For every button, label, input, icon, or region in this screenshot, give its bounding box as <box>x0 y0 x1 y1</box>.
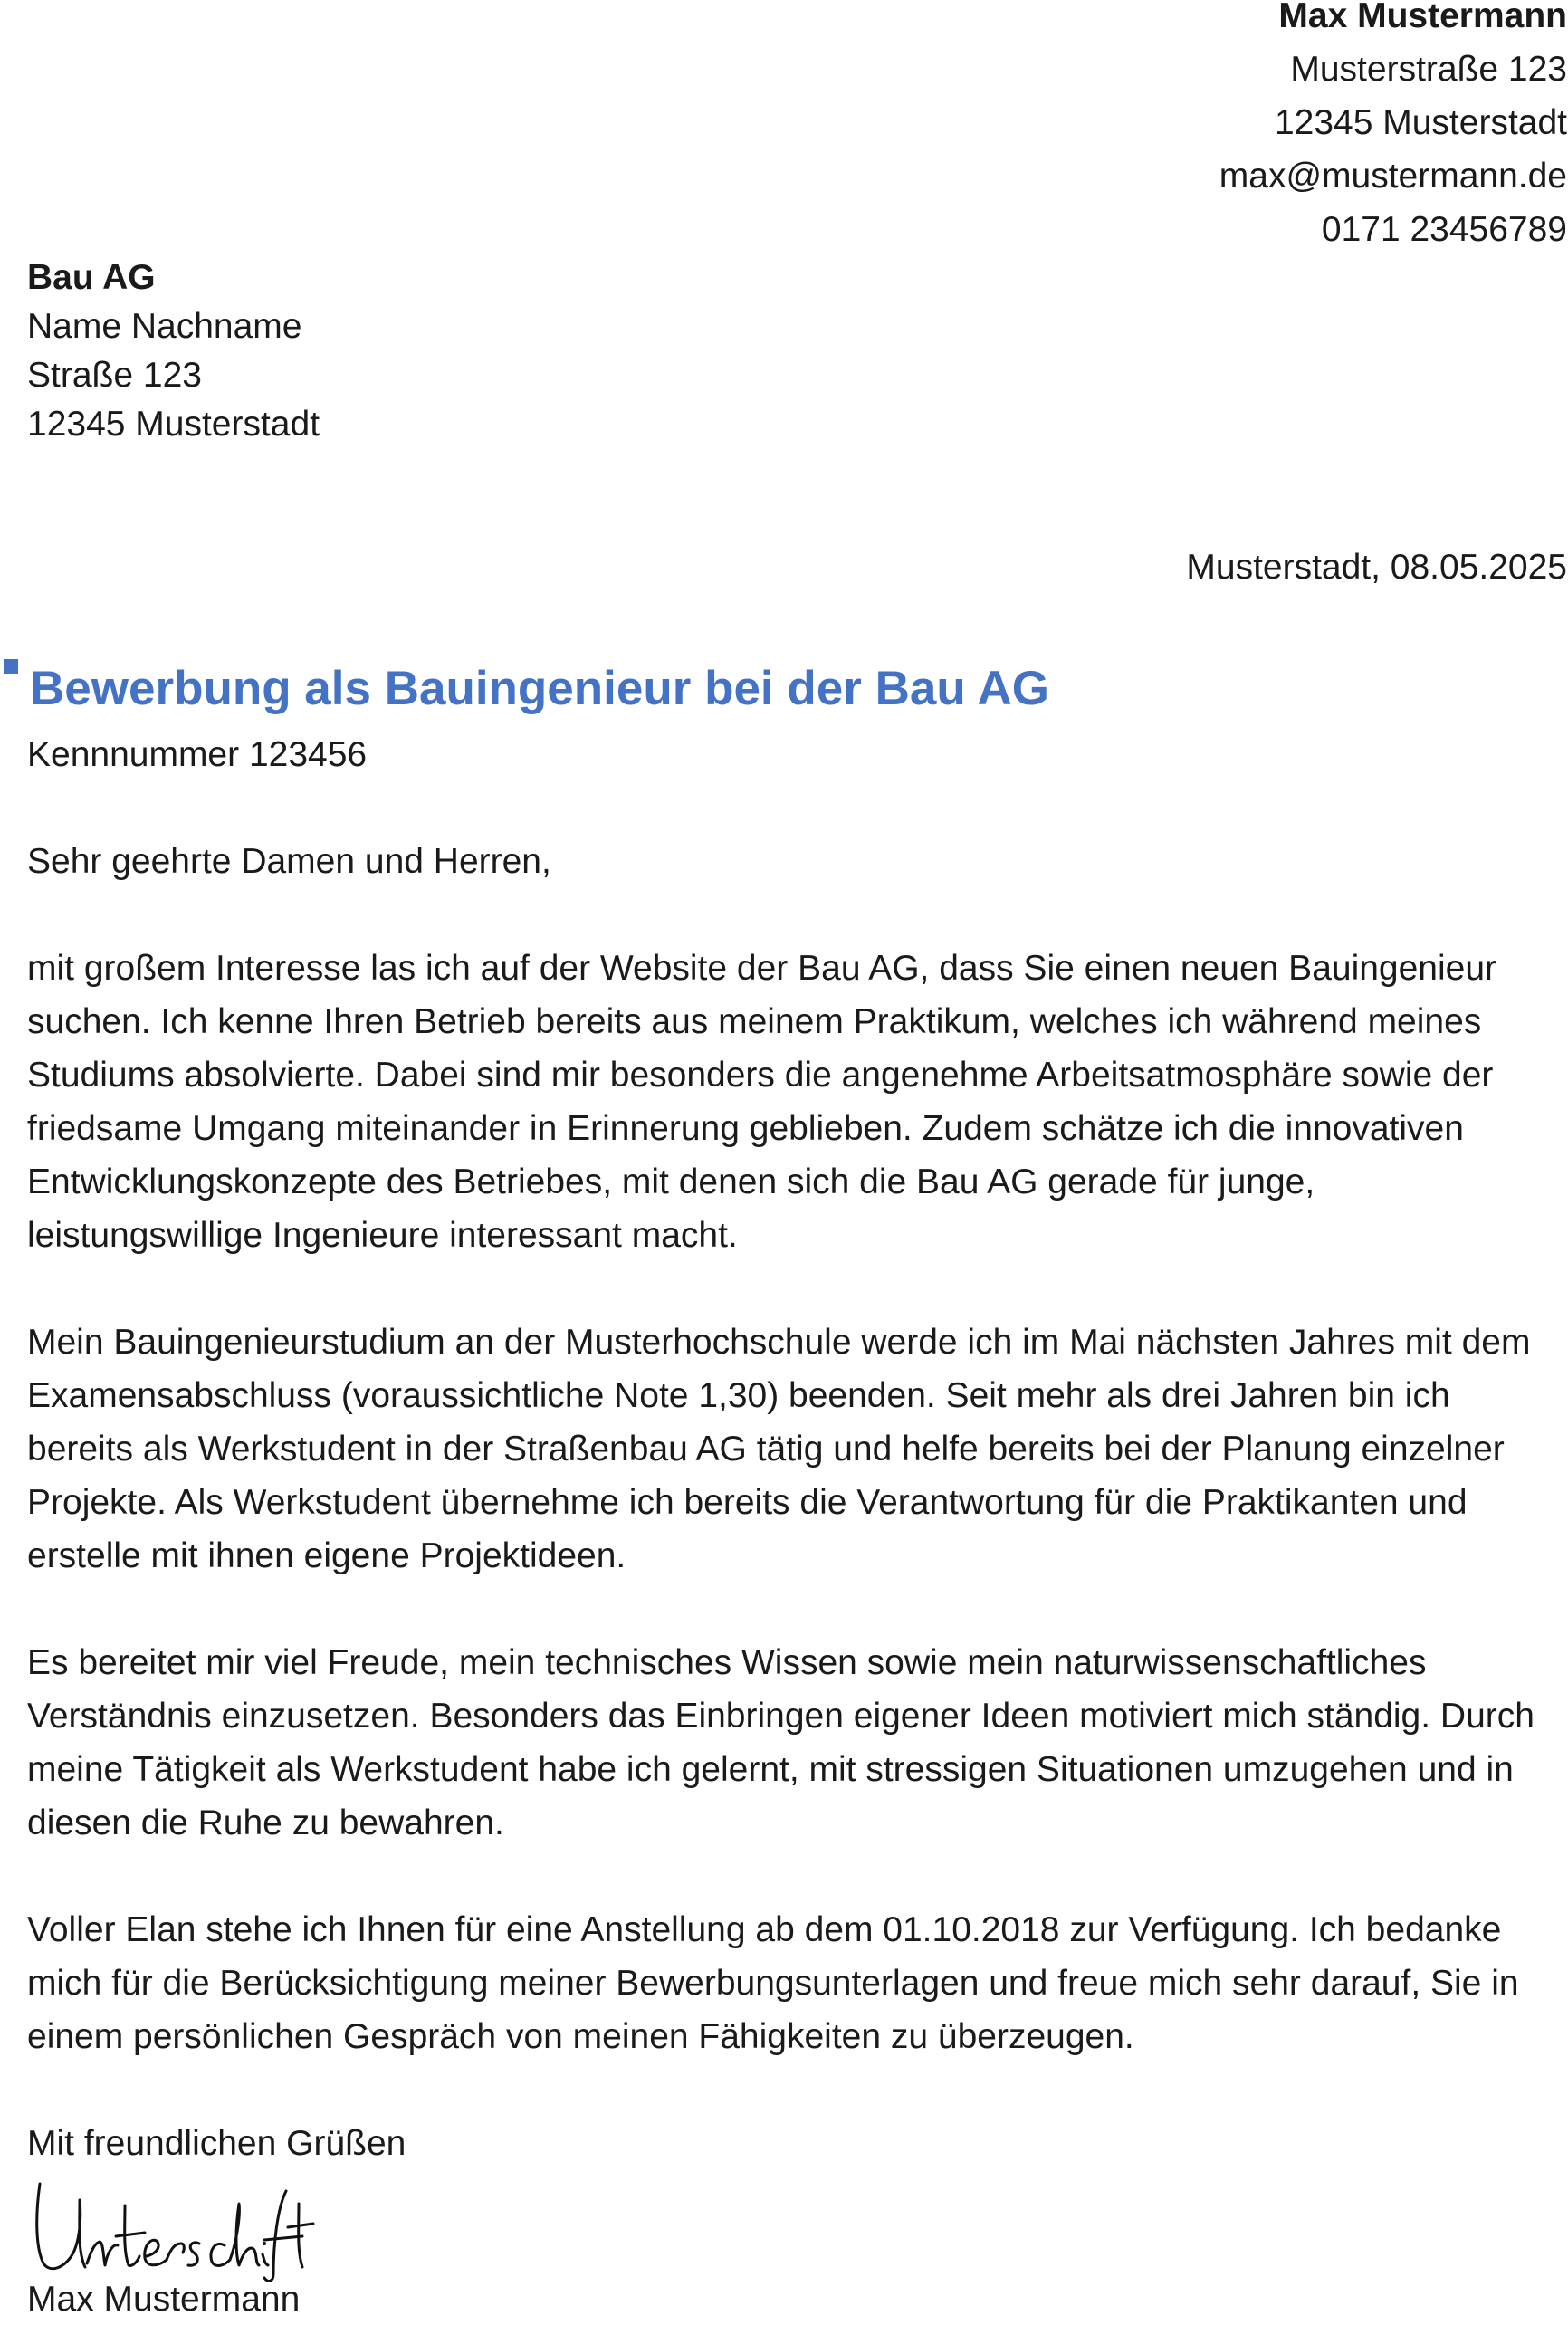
body-paragraph: mit großem Interesse las ich auf der Website der Bau AG, dass Sie einen neuen Bauingenieur suchen. Ich kenne Ihren Betrieb bereits aus meinem Praktikum, welches ich während meines Studiums absolvierte. Dabei sind mir besonders die angenehme Arbeitsatmosphäre sowie der friedsame Umgang miteinander in Erinnerung geblieben. Zudem schätze ich die innovativen Entwicklungskonzepte des Betriebes, mit denen sich die Bau AG gerade für junge, leistungswillige Ingenieure interessant macht. <box>27 949 1497 1255</box>
body-paragraph: Voller Elan stehe ich Ihnen für eine Anstellung ab dem 01.10.2018 zur Verfügung. Ich bedanke mich für die Berücksichtigung meiner Bewerbungsunterlagen und freue mich sehr darauf, Sie in einem persönlichen Gespräch von meinen Fähigkeiten zu überzeugen. <box>27 1910 1519 2056</box>
sender-city: 12345 Musterstadt <box>1274 103 1567 142</box>
handwritten-signature <box>31 2173 320 2291</box>
sender-street: Musterstraße 123 <box>1290 50 1567 89</box>
recipient-city: 12345 Musterstadt <box>27 405 320 444</box>
recipient-address-block <box>27 254 320 449</box>
sender-name: Max Mustermann <box>1278 0 1567 35</box>
recipient-company: Bau AG <box>27 258 156 297</box>
letter-body <box>27 835 1557 2170</box>
recipient-contact: Name Nachname <box>27 307 302 346</box>
sender-phone: 0171 23456789 <box>1321 210 1567 249</box>
sender-email: max@mustermann.de <box>1219 157 1567 196</box>
reference-number: Kennnummer 123456 <box>27 735 368 774</box>
recipient-street: Straße 123 <box>27 356 202 395</box>
letter-subject: Bewerbung als Bauingenieur bei der Bau AG <box>30 662 1049 715</box>
signer-name: Max Mustermann <box>27 2280 301 2319</box>
sender-address-block <box>1219 0 1567 256</box>
body-paragraph: Es bereitet mir viel Freude, mein technisches Wissen sowie mein naturwissenschaftliches Verständnis einzusetzen. Besonders das Einbringen eigener Ideen motiviert mich ständig. Durch meine Tätigkeit als Werkstudent habe ich gelernt, mit stressigen Situationen umzugehen und in diesen die Ruhe zu bewahren. <box>27 1643 1535 1842</box>
body-paragraph: Mein Bauingenieurstudium an der Musterhochschule werde ich im Mai nächsten Jahres mit dem Examensabschluss (voraussichtliche Note 1,30) beenden. Seit mehr als drei Jahren bin ich bereits als Werkstudent in der Straßenbau AG tätig und helfe bereits bei der Planung einzelner Projekte. Als Werkstudent übernehme ich bereits die Verantwortung für die Praktikanten und erstelle mit ihnen eigene Projektideen. <box>27 1323 1531 1575</box>
salutation: Sehr geehrte Damen und Herren, <box>27 842 551 881</box>
heading-marker <box>4 659 18 674</box>
closing: Mit freundlichen Grüßen <box>27 2124 406 2163</box>
letter-date: Musterstadt, 08.05.2025 <box>1186 548 1567 587</box>
